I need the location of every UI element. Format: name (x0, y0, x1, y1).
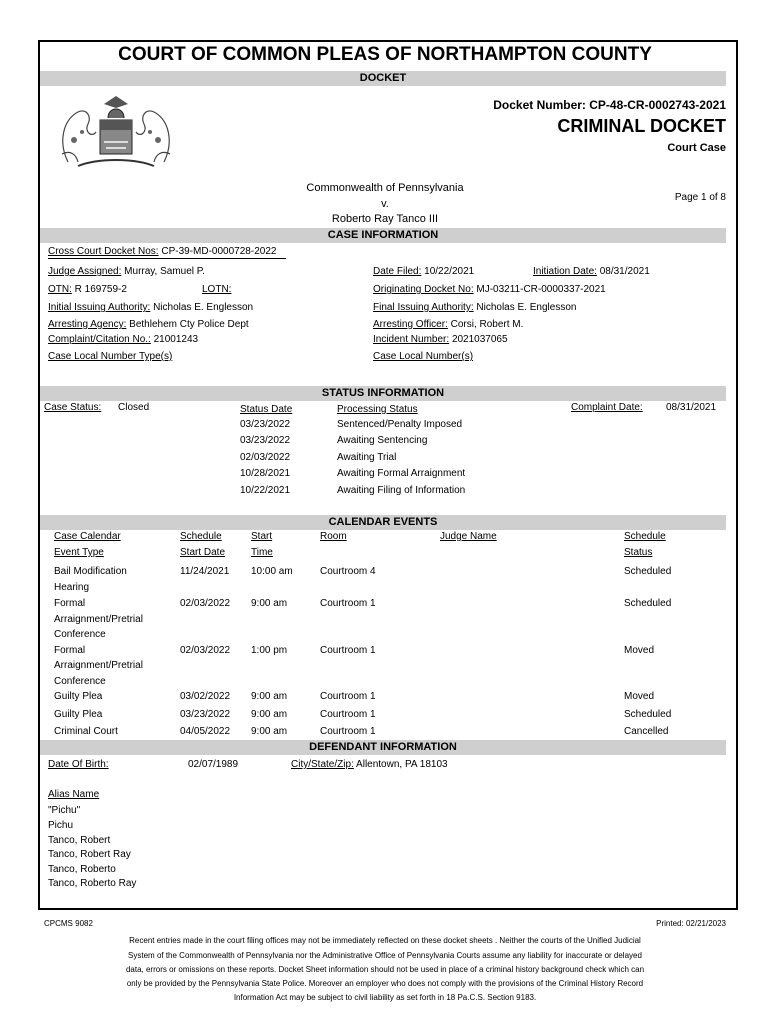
city-state-zip-label: City/State/Zip: (291, 759, 354, 770)
arresting-agency-value: Bethlehem Cty Police Dept (129, 319, 249, 330)
date-filed-row (373, 266, 474, 277)
event-time: 1:00 pm (251, 645, 288, 656)
event-status: Scheduled (624, 566, 672, 577)
local-number-label: Case Local Number(s) (373, 351, 474, 362)
event-type: Conference (54, 676, 106, 687)
cross-court-label: Cross Court Docket Nos: (48, 246, 159, 257)
status-row (240, 468, 290, 479)
caption-line-1: Commonwealth of Pennsylvania (306, 182, 464, 194)
docket-bar: DOCKET (40, 71, 726, 86)
status-row (240, 452, 290, 463)
event-type: Guilty Plea (54, 709, 103, 720)
status-row (240, 485, 290, 496)
cross-court-row (48, 246, 276, 257)
event-status: Scheduled (624, 709, 672, 720)
status-information-bar: STATUS INFORMATION (40, 386, 726, 401)
docket-number: Docket Number: CP-48-CR-0002743-2021 (493, 98, 726, 112)
status-row (240, 419, 290, 430)
col-header-status-1: Schedule (624, 531, 666, 542)
judge-value: Murray, Samuel P. (124, 266, 205, 277)
event-type: Formal (54, 645, 86, 656)
initial-auth-row (48, 302, 253, 313)
pennsylvania-seal-icon (48, 92, 184, 172)
alias-item: Tanco, Roberto (48, 864, 116, 875)
case-status-label: Case Status: (44, 402, 102, 413)
lotn-label: LOTN: (202, 284, 232, 295)
col-header-start-time-1: Start (251, 531, 273, 542)
event-type: Arraignment/Pretrial (54, 660, 143, 671)
defendant-information-bar: DEFENDANT INFORMATION (40, 740, 726, 755)
processing-status: Awaiting Filing of Information (337, 485, 466, 496)
event-status: Moved (624, 691, 655, 702)
cross-court-divider (48, 258, 286, 259)
event-date: 02/03/2022 (180, 598, 231, 609)
disclaimer-line: System of the Commonwealth of Pennsylvania nor the Administrative Office of Pennsylvania Courts assume any liability for inaccurate or delayed (128, 951, 642, 960)
status-date: 10/28/2021 (240, 468, 291, 479)
status-date: 02/03/2022 (240, 452, 291, 463)
complaint-date-label: Complaint Date: (571, 402, 643, 413)
initial-auth-value: Nicholas E. Englesson (153, 302, 254, 313)
caption-line-2: v. (381, 198, 389, 210)
court-title: COURT OF COMMON PLEAS OF NORTHAMPTON COUNTY (118, 44, 652, 65)
col-header-start-date-1: Schedule (180, 531, 222, 542)
initiation-label: Initiation Date: (533, 266, 597, 277)
status-row (337, 419, 462, 430)
event-time: 10:00 am (251, 566, 293, 577)
event-room: Courtroom 1 (320, 645, 376, 656)
complaint-date-value: 08/31/2021 (666, 402, 717, 413)
dob-value: 02/07/1989 (188, 759, 239, 770)
event-type: Bail Modification (54, 566, 127, 577)
event-room: Courtroom 1 (320, 726, 376, 737)
alias-item: Tanco, Roberto Ray (48, 878, 137, 889)
event-room: Courtroom 4 (320, 566, 376, 577)
event-date: 11/24/2021 (180, 566, 230, 577)
otn-label: OTN: (48, 284, 72, 295)
date-filed-value: 10/22/2021 (424, 266, 475, 277)
event-date: 02/03/2022 (180, 645, 231, 656)
otn-row (48, 284, 127, 295)
calendar-events-bar: CALENDAR EVENTS (40, 515, 726, 530)
arresting-officer-row (373, 319, 523, 330)
initiation-value: 08/31/2021 (599, 266, 650, 277)
col-header-start-date-2: Start Date (180, 547, 226, 558)
page-info: Page 1 of 8 (674, 192, 726, 203)
event-date: 04/05/2022 (180, 726, 231, 737)
orig-docket-label: Originating Docket No: (373, 284, 474, 295)
initiation-row (533, 266, 650, 277)
incident-row (373, 334, 508, 345)
event-time: 9:00 am (251, 726, 288, 737)
case-information-bar: CASE INFORMATION (40, 228, 726, 243)
city-state-zip-row (291, 759, 448, 770)
col-header-start-time-2: Time (251, 547, 273, 558)
event-type: Guilty Plea (54, 691, 103, 702)
arresting-officer-label: Arresting Officer: (373, 319, 448, 330)
event-time: 9:00 am (251, 691, 288, 702)
alias-item: "Pichu" (48, 805, 81, 816)
disclaimer-line: only be provided by the Pennsylvania State Police. Moreover an employer who does not comply with the provisions of the Criminal History Record (126, 979, 644, 988)
status-date: 03/23/2022 (240, 435, 291, 446)
event-room: Courtroom 1 (320, 709, 376, 720)
processing-status: Sentenced/Penalty Imposed (337, 419, 463, 430)
event-date: 03/02/2022 (180, 691, 231, 702)
case-status-row (44, 402, 149, 413)
form-id: CPCMS 9082 (44, 919, 93, 928)
alias-item: Tanco, Robert Ray (48, 849, 131, 860)
complaint-label: Complaint/Citation No.: (48, 334, 151, 345)
cross-court-value: CP-39-MD-0000728-2022 (161, 246, 277, 257)
final-auth-value: Nicholas E. Englesson (476, 302, 577, 313)
event-type: Hearing (54, 582, 90, 593)
event-status: Scheduled (624, 598, 672, 609)
court-case-label: Court Case (667, 142, 726, 154)
status-row (337, 435, 427, 446)
status-row (240, 435, 290, 446)
complaint-value: 21001243 (153, 334, 199, 345)
orig-docket-row (373, 284, 606, 295)
alias-item: Pichu (48, 820, 74, 831)
disclaimer-line: Information Act may be subject to civil liability as set forth in 18 Pa.C.S. Section 9183. (233, 993, 537, 1002)
event-time: 9:00 am (251, 598, 288, 609)
processing-status: Awaiting Trial (337, 452, 397, 463)
event-room: Courtroom 1 (320, 598, 376, 609)
arresting-officer-value: Corsi, Robert M. (450, 319, 524, 330)
disclaimer-line: Recent entries made in the court filing offices may not be immediately reflected on these docket sheets . Neither the courts of the Unified Judicial (129, 936, 641, 945)
status-row (337, 452, 396, 463)
status-date-header: Status Date (240, 404, 293, 415)
col-header-event-type-2: Event Type (54, 547, 104, 558)
city-state-zip-value: Allentown, PA 18103 (356, 759, 448, 770)
event-status: Cancelled (624, 726, 669, 737)
caption-line-3: Roberto Ray Tanco III (331, 213, 439, 225)
final-auth-label: Final Issuing Authority: (373, 302, 474, 313)
incident-value: 2021037065 (451, 334, 508, 345)
event-status: Moved (624, 645, 655, 656)
processing-status-header: Processing Status (337, 404, 418, 415)
processing-status: Awaiting Formal Arraignment (337, 468, 466, 479)
printed-date: Printed: 02/21/2023 (656, 919, 726, 928)
complaint-row (48, 334, 198, 345)
dob-label: Date Of Birth: (48, 759, 109, 770)
judge-label: Judge Assigned: (48, 266, 122, 277)
event-type: Conference (54, 629, 106, 640)
status-date: 10/22/2021 (240, 485, 291, 496)
final-auth-row (373, 302, 576, 313)
alias-name-label: Alias Name (48, 789, 100, 800)
processing-status: Awaiting Sentencing (337, 435, 428, 446)
col-header-room: Room (320, 531, 347, 542)
event-room: Courtroom 1 (320, 691, 376, 702)
initial-auth-label: Initial Issuing Authority: (48, 302, 151, 313)
arresting-agency-row (48, 319, 249, 330)
case-status-value: Closed (118, 402, 150, 413)
incident-label: Incident Number: (373, 334, 450, 345)
event-type: Criminal Court (54, 726, 118, 737)
col-header-event-type-1: Case Calendar (54, 531, 121, 542)
alias-item: Tanco, Robert (48, 835, 111, 846)
event-date: 03/23/2022 (180, 709, 231, 720)
disclaimer-line: data, errors or omissions on these reports. Docket Sheet information should not be used in place of a criminal history background check which can (125, 965, 645, 974)
status-row (337, 485, 465, 496)
docket-type: CRIMINAL DOCKET (557, 116, 726, 136)
otn-value: R 169759-2 (74, 284, 127, 295)
arresting-agency-label: Arresting Agency: (48, 319, 127, 330)
col-header-status-2: Status (624, 547, 653, 558)
local-type-label: Case Local Number Type(s) (48, 351, 173, 362)
status-date: 03/23/2022 (240, 419, 291, 430)
event-type: Arraignment/Pretrial (54, 614, 143, 625)
orig-docket-value: MJ-03211-CR-0000337-2021 (476, 284, 606, 295)
judge-row (48, 266, 205, 277)
col-header-judge: Judge Name (440, 531, 497, 542)
status-row (337, 468, 465, 479)
date-filed-label: Date Filed: (373, 266, 422, 277)
event-type: Formal (54, 598, 86, 609)
event-time: 9:00 am (251, 709, 288, 720)
